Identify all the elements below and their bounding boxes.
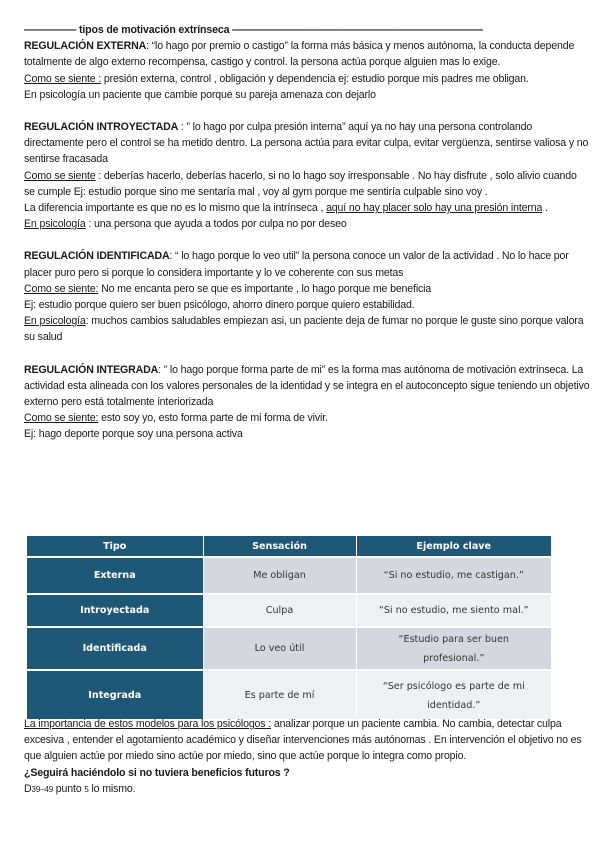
identificada-paragraph: REGULACIÓN IDENTIFICADA: “ lo hago porque lo veo util” la persona conoce un valor de la actividad . No lo hace por placer puro pero si porque lo considera importante y lo ve coherente con sus metas [24,250,569,279]
cell-sensacion: Me obligan [203,557,356,594]
cell-tipo: Integrada [27,670,203,720]
cell-ejemplo: “Estudio para ser buen profesional.” [356,627,552,670]
introyectada-heading: REGULACIÓN INTROYECTADA [24,121,179,134]
header-sensacion: Sensación [203,536,356,557]
externa-paragraph: REGULACIÓN EXTERNA: “lo hago por premio o castigo” la forma más básica y menos autónoma, la conducta depende totalmente de algo externo recompensa, castigo y control. la persona actúa porque alguien mas lo exige. [24,40,575,69]
introyectada-paragraph: REGULACIÓN INTROYECTADA : ” lo hago por culpa presión interna” aquí ya no hay una persona controlando directamente pero el control se ha metido dentro. La persona actúa para evitar culpa, evitar vergüenza, sentirse valiosa y no sentirse fracasada [24,121,589,166]
introyectada-psico: En psicología : una persona que ayuda a todos por culpa no por deseo [24,218,347,231]
introyectada-diff: La diferencia importante es que no es lo mismo que la intrínseca , aquí no hay placer solo hay una presión interna . [24,202,548,215]
document-body [24,22,590,443]
cell-tipo: Externa [27,557,203,594]
integrada-como: Como se siente: esto soy yo, esto forma parte de mi forma de vivir. [24,412,328,425]
identificada-ej: Ej: estudio porque quiero ser buen psicólogo, ahorro dinero porque quiero estabilidad. [24,299,415,312]
identificada-psico: En psicología: muchos cambios saludables empiezan asi, un paciente deja de fumar no porque le guste sino porque valora su salud [24,315,584,344]
integrada-ej: Ej: hago deporte porque soy una persona activa [24,428,243,441]
table-row [27,627,552,670]
table-header-row [27,536,552,557]
integrada-paragraph: REGULACIÓN INTEGRADA: ” lo hago porque forma parte de mi” es la forma mas autónoma de motivación extrínseca. La actividad esta alineada con los valores personales de la identidad y se integra en el autoconcepto sigue teniendo un objetivo externo pero está totalmente interiorizada [24,363,590,409]
cell-ejemplo: “Si no estudio, me castigan.” [356,557,552,594]
table-row [27,670,552,720]
cell-sensacion: Es parte de mí [203,670,356,720]
externa-heading: REGULACIÓN EXTERNA [24,40,147,53]
cell-tipo: Introyectada [27,594,203,627]
externa-psico: En psicología un paciente que cambie porque su pareja amenaza con dejarlo [24,88,376,101]
question: ¿Seguirá haciéndolo si no tuviera beneficios futuros ? [24,766,290,779]
section-title: ————— tipos de motivación extrínseca ———————————————————————— [24,24,483,36]
motivation-table [27,536,552,721]
cell-ejemplo: “Si no estudio, me siento mal.” [356,594,552,627]
header-ejemplo: Ejemplo clave [356,536,552,557]
cell-sensacion: Culpa [203,594,356,627]
importancia-paragraph: La importancia de estos modelos para los psicólogos : analizar porque un paciente cambia. No cambia, detectar culpa excesiva , entender el agotamiento académico y diseñar intervenciones más autónomas . En intervención el objetivo no es que alguien actúe por miedo sino actúe por miedo, sino que actúe porque lo integra como propio. [24,718,582,763]
cell-ejemplo: “Ser psicólogo es parte de mi identidad.” [356,670,552,720]
header-tipo: Tipo [27,536,203,557]
integrada-heading: REGULACIÓN INTEGRADA [24,363,159,376]
cell-sensacion: Lo veo útil [203,627,356,670]
identificada-heading: REGULACIÓN IDENTIFICADA [24,250,170,263]
identificada-como: Como se siente: No me encanta pero se que es importante , lo hago porque me beneficia [24,282,432,295]
introyectada-como: Como se siente : deberías hacerlo, deberías hacerlo, si no lo hago soy irresponsable . No hay disfrute , solo alivio cuando se cumple Ej: estudio porque sino me sentaría mal , voy al gym porque me sentiría culpable sino voy . [24,169,577,198]
closing-section [24,716,590,798]
footer-note: D39–49 punto 5 lo mismo. [24,782,136,795]
table-row [27,557,552,594]
cell-tipo: Identificada [27,627,203,670]
table-row [27,594,552,627]
externa-como: Como se siente : presión externa, control , obligación y dependencia ej: estudio porque mis padres me obligan. [24,72,529,85]
